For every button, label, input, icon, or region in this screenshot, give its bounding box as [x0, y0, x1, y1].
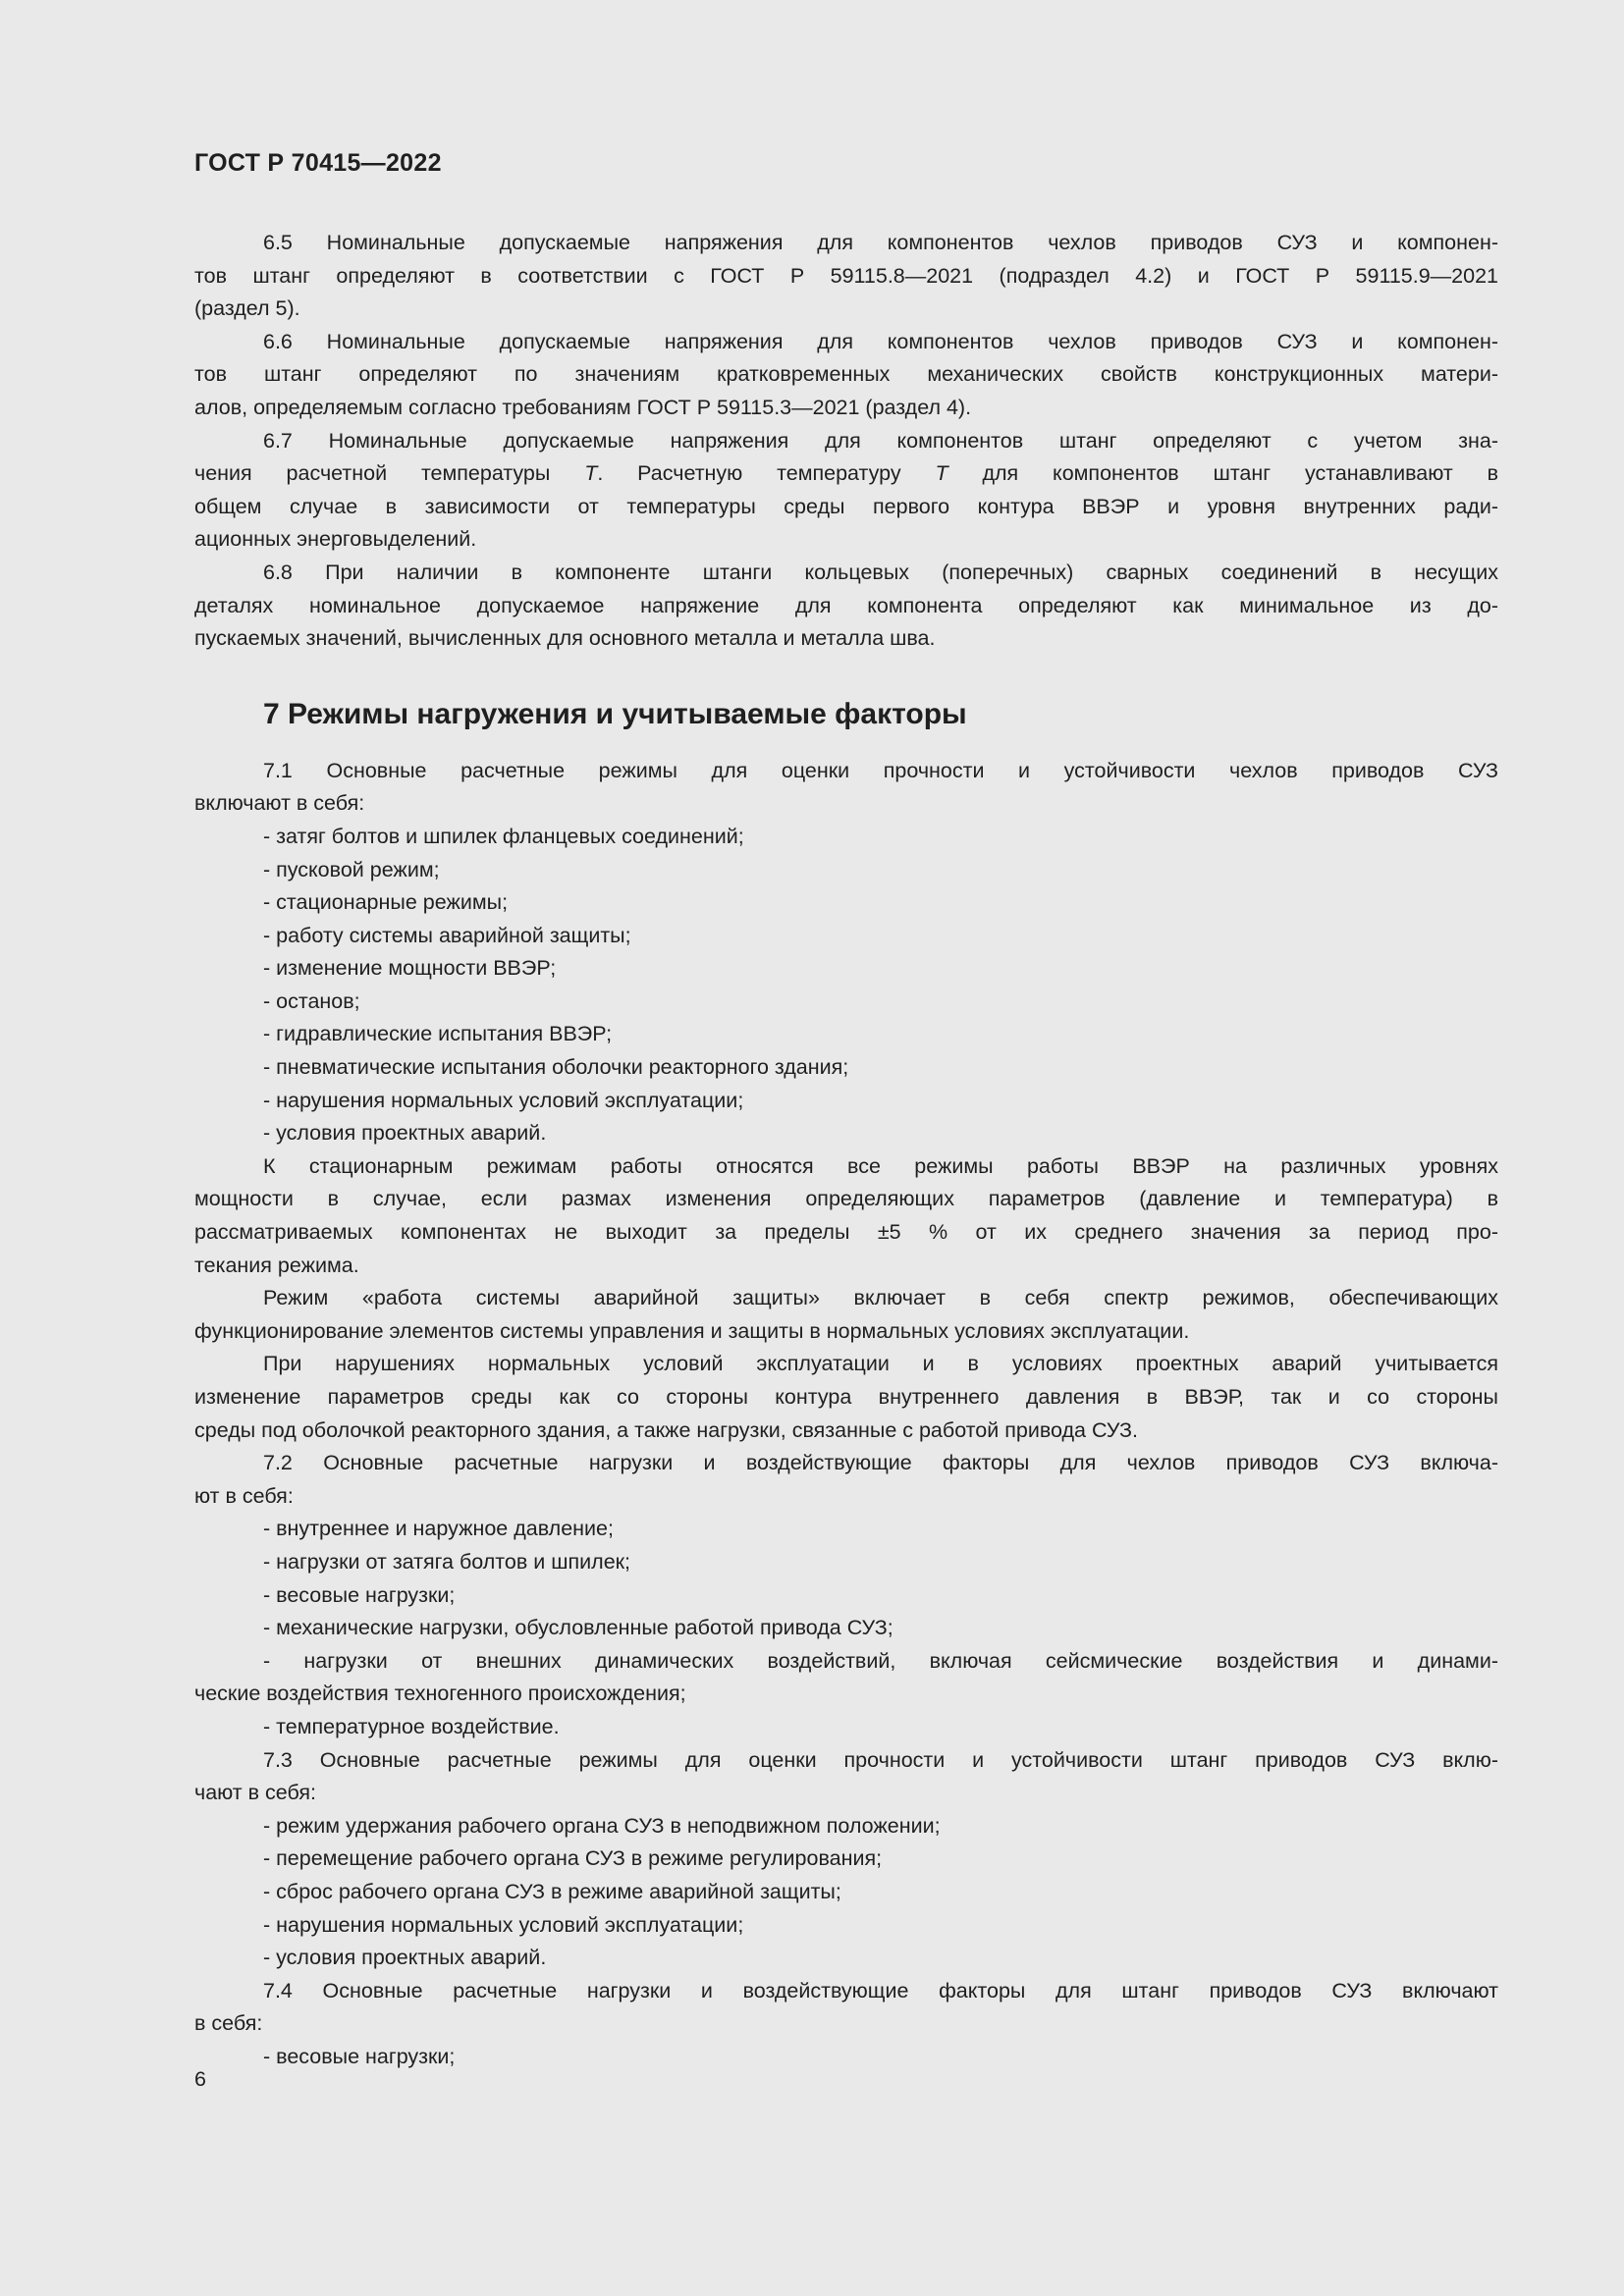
text-segment: - затяг болтов и шпилек фланцевых соединений;	[263, 824, 744, 848]
page-number: 6	[194, 2067, 206, 2091]
text-line	[194, 425, 1498, 458]
text-segment: чения расчетной температуры	[194, 461, 585, 486]
list-item	[194, 1513, 1498, 1546]
text-segment: - перемещение рабочего органа СУЗ в режиме регулирования;	[263, 1846, 883, 1871]
text-line	[194, 952, 1498, 986]
text-segment: деталях номинальное допускаемое напряжение для компонента определяют как минимальное из до-	[194, 593, 1498, 617]
list-item	[194, 821, 1498, 854]
section-heading-7: 7 Режимы нагружения и учитываемые факторы	[263, 697, 967, 730]
text-segment: функционирование элементов системы управления и защиты в нормальных условиях эксплуатации.	[194, 1318, 1190, 1343]
text-line	[194, 358, 1498, 392]
paragraph-7-4	[194, 1975, 1498, 2041]
text-line	[194, 1744, 1498, 1778]
italic-symbol: Т	[584, 461, 598, 486]
list-item	[194, 1612, 1498, 1645]
text-segment: - условия проектных аварий.	[263, 1121, 547, 1146]
text-segment: - температурное воздействие.	[263, 1714, 560, 1738]
text-line	[194, 227, 1498, 260]
text-line	[194, 392, 1498, 425]
text-line	[194, 1018, 1498, 1051]
text-segment: - весовые нагрузки;	[263, 1582, 456, 1607]
text-line	[194, 1216, 1498, 1250]
text-line	[194, 1678, 1498, 1711]
text-line	[194, 1942, 1498, 1975]
text-line	[194, 1645, 1498, 1679]
text-line	[194, 491, 1498, 524]
list-item	[194, 920, 1498, 953]
text-segment: Режим «работа системы аварийной защиты» включает в себя спектр режимов, обеспечивающих	[263, 1286, 1498, 1310]
paragraph-6-5	[194, 227, 1498, 326]
text-line	[194, 1085, 1498, 1118]
text-line	[194, 1282, 1498, 1315]
text-segment: общем случае в зависимости от температуры среды первого контура ВВЭР и уровня внутренних ради-	[194, 494, 1498, 518]
text-segment: рассматриваемых компонентах не выходит за пределы ±5 % от их среднего значения за период про-	[194, 1220, 1498, 1245]
text-segment: тов штанг определяют по значениям кратковременных механических свойств конструкционных матери-	[194, 362, 1498, 387]
text-line	[194, 1975, 1498, 2008]
document-body	[194, 227, 1498, 2073]
text-line	[194, 326, 1498, 359]
list-item	[194, 854, 1498, 887]
list-item	[194, 1942, 1498, 1975]
text-segment: для компонентов штанг устанавливают в	[947, 461, 1499, 486]
list-item	[194, 952, 1498, 986]
text-line	[194, 557, 1498, 590]
text-segment: - нарушения нормальных условий эксплуатации;	[263, 1088, 744, 1112]
text-segment: 6.6 Номинальные допускаемые напряжения для компонентов чехлов приводов СУЗ и компонен-	[263, 329, 1498, 353]
text-segment: 7.2 Основные расчетные нагрузки и воздействующие факторы для чехлов приводов СУЗ включа-	[263, 1451, 1498, 1475]
text-line	[194, 1579, 1498, 1613]
text-line	[194, 1909, 1498, 1943]
list-item	[194, 1711, 1498, 1744]
text-line	[194, 1513, 1498, 1546]
text-segment: - внутреннее и наружное давление;	[263, 1517, 614, 1541]
text-segment: - изменение мощности ВВЭР;	[263, 956, 557, 981]
text-line	[194, 920, 1498, 953]
text-segment: 7.3 Основные расчетные режимы для оценки прочности и устойчивости штанг приводов СУЗ вклю-	[263, 1747, 1498, 1772]
text-line	[194, 1810, 1498, 1843]
text-line	[194, 1876, 1498, 1909]
text-segment: К стационарным режимам работы относятся все режимы работы ВВЭР на различных уровнях	[263, 1153, 1498, 1178]
text-segment: - гидравлические испытания ВВЭР;	[263, 1022, 613, 1046]
text-segment: - останов;	[263, 988, 360, 1013]
text-segment: - пневматические испытания оболочки реакторного здания;	[263, 1055, 849, 1080]
list-item	[194, 1085, 1498, 1118]
text-segment: . Расчетную температуру	[597, 461, 936, 486]
list-item	[194, 1018, 1498, 1051]
text-line	[194, 1348, 1498, 1381]
text-segment: - нагрузки от внешних динамических воздействий, включая сейсмические воздействия и динами-	[263, 1648, 1498, 1673]
text-segment: чают в себя:	[194, 1781, 316, 1805]
text-segment: 7.4 Основные расчетные нагрузки и воздействующие факторы для штанг приводов СУЗ включают	[263, 1978, 1498, 2002]
text-segment: - нарушения нормальных условий эксплуатации;	[263, 1912, 744, 1937]
text-segment: При нарушениях нормальных условий эксплуатации и в условиях проектных аварий учитывается	[263, 1352, 1498, 1376]
text-line	[194, 1480, 1498, 1514]
running-header-doc-code: ГОСТ Р 70415—2022	[194, 149, 442, 177]
text-line	[194, 523, 1498, 557]
text-segment: 6.7 Номинальные допускаемые напряжения для компонентов штанг определяют с учетом зна-	[263, 428, 1498, 453]
text-line	[194, 260, 1498, 294]
text-line	[194, 1546, 1498, 1579]
text-segment: (раздел 5).	[194, 296, 300, 321]
text-segment: - весовые нагрузки;	[263, 2044, 456, 2068]
list-item	[194, 986, 1498, 1019]
text-segment: ационных энерговыделений.	[194, 527, 477, 552]
paragraph-7-1	[194, 755, 1498, 821]
text-segment: - пусковой режим;	[263, 857, 440, 881]
text-line	[194, 1150, 1498, 1184]
italic-symbol: Т	[935, 461, 948, 486]
text-line	[194, 1612, 1498, 1645]
text-line	[194, 1447, 1498, 1480]
text-segment: - режим удержания рабочего органа СУЗ в неподвижном положении;	[263, 1813, 941, 1838]
text-segment: 6.5 Номинальные допускаемые напряжения для компонентов чехлов приводов СУЗ и компонен-	[263, 231, 1498, 254]
text-segment: тов штанг определяют в соответствии с ГОСТ Р 59115.8—2021 (подраздел 4.2) и ГОСТ Р 59115.9—2021	[194, 263, 1498, 288]
text-line	[194, 2041, 1498, 2074]
text-line	[194, 755, 1498, 788]
text-line	[194, 1117, 1498, 1150]
list-item	[194, 2041, 1498, 2074]
paragraph-7-3	[194, 1744, 1498, 1810]
list-item	[194, 1876, 1498, 1909]
text-line	[194, 457, 1498, 491]
text-line	[194, 622, 1498, 656]
text-segment: мощности в случае, если размах изменения определяющих параметров (давление и температура) в	[194, 1187, 1498, 1211]
text-line	[194, 1315, 1498, 1349]
text-line	[194, 886, 1498, 920]
text-line	[194, 590, 1498, 623]
text-line	[194, 854, 1498, 887]
list-item	[194, 1579, 1498, 1613]
list-item	[194, 1051, 1498, 1085]
text-segment: - условия проектных аварий.	[263, 1946, 547, 1970]
text-segment: ческие воздействия техногенного происхождения;	[194, 1682, 686, 1706]
text-segment: - работу системы аварийной защиты;	[263, 923, 631, 947]
text-segment: 7.1 Основные расчетные режимы для оценки прочности и устойчивости чехлов приводов СУЗ	[263, 758, 1498, 782]
text-line	[194, 2007, 1498, 2041]
text-segment: - сброс рабочего органа СУЗ в режиме аварийной защиты;	[263, 1879, 841, 1903]
text-line	[194, 1051, 1498, 1085]
list-item	[194, 886, 1498, 920]
text-segment: алов, определяемым согласно требованиям ГОСТ Р 59115.3—2021 (раздел 4).	[194, 395, 972, 419]
text-segment: текания режима.	[194, 1253, 359, 1277]
text-segment: в себя:	[194, 2011, 263, 2036]
text-line	[194, 1777, 1498, 1810]
text-line	[194, 1842, 1498, 1876]
text-segment: - стационарные режимы;	[263, 890, 509, 915]
text-line	[194, 1381, 1498, 1415]
text-segment: - механические нагрузки, обусловленные работой привода СУЗ;	[263, 1616, 893, 1640]
list-item	[194, 1546, 1498, 1579]
list-item	[194, 1909, 1498, 1943]
text-line	[194, 1250, 1498, 1283]
text-segment: включают в себя:	[194, 791, 365, 816]
text-segment: пускаемых значений, вычисленных для основного металла и металла шва.	[194, 626, 936, 651]
paragraph-6-7	[194, 425, 1498, 557]
paragraph-stationary-modes	[194, 1150, 1498, 1282]
text-segment: среды под оболочкой реакторного здания, а также нагрузки, связанные с работой привода СУЗ.	[194, 1417, 1138, 1442]
text-segment: 6.8 При наличии в компоненте штанги кольцевых (поперечных) сварных соединений в несущих	[263, 560, 1498, 584]
paragraph-emergency-protection-mode	[194, 1282, 1498, 1348]
text-line	[194, 821, 1498, 854]
paragraph-violations	[194, 1348, 1498, 1447]
text-line	[194, 787, 1498, 821]
text-line	[194, 1183, 1498, 1216]
text-line	[194, 1711, 1498, 1744]
list-item	[194, 1842, 1498, 1876]
list-item	[194, 1117, 1498, 1150]
text-segment: - нагрузки от затяга болтов и шпилек;	[263, 1549, 631, 1574]
list-item	[194, 1645, 1498, 1711]
list-item	[194, 1810, 1498, 1843]
paragraph-7-2	[194, 1447, 1498, 1513]
text-line	[194, 1415, 1498, 1448]
paragraph-6-8	[194, 557, 1498, 656]
text-segment: ют в себя:	[194, 1483, 294, 1508]
text-line	[194, 293, 1498, 326]
text-line	[194, 986, 1498, 1019]
paragraph-6-6	[194, 326, 1498, 425]
text-segment: изменение параметров среды как со стороны контура внутреннего давления в ВВЭР, так и со стороны	[194, 1385, 1498, 1409]
